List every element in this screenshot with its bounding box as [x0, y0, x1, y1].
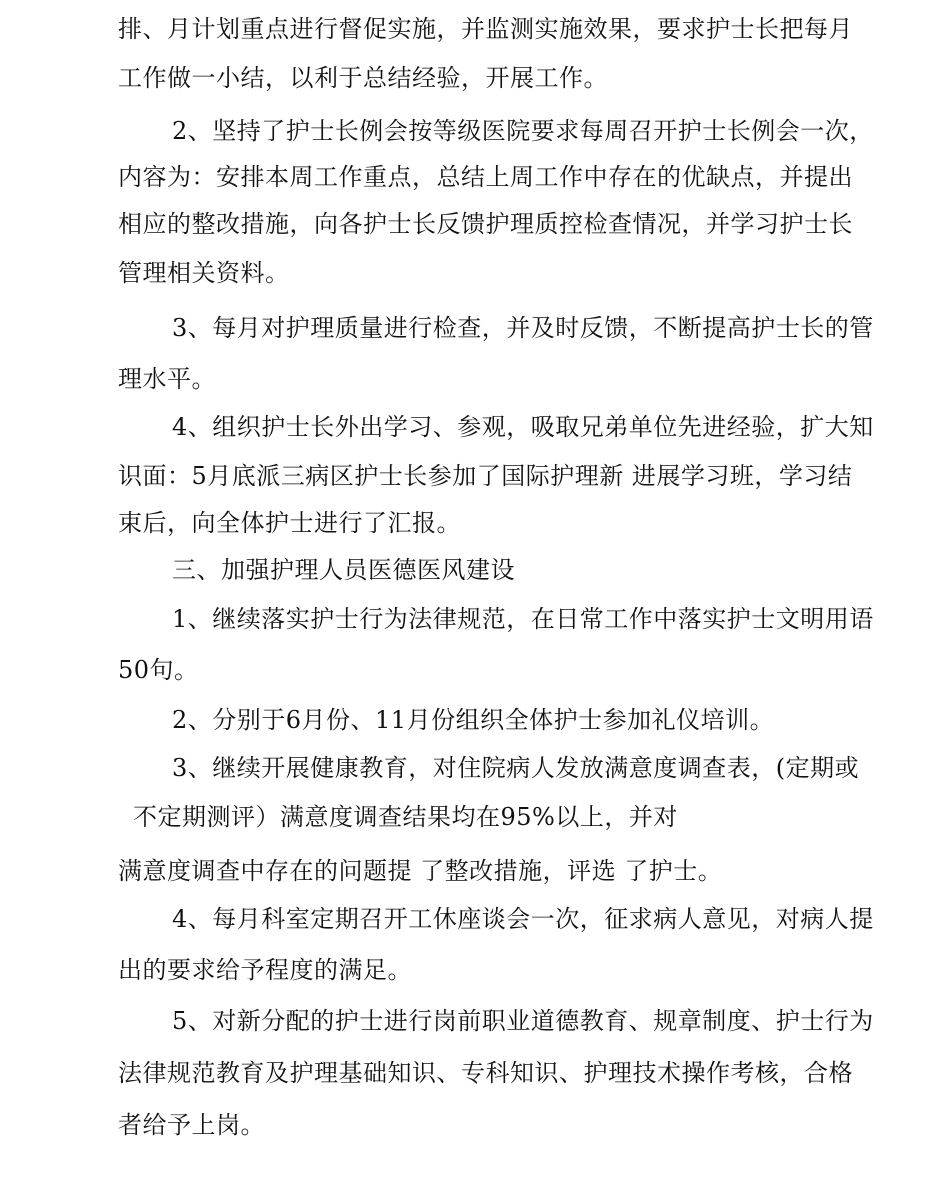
text-line: 理水平。: [118, 365, 216, 393]
text-line: 相应的整改措施，向各护士长反馈护理质控检查情况，并学习护士长: [118, 210, 853, 238]
text-line: 2、坚持了护士长例会按等级医院要求每周召开护士长例会一次，: [172, 117, 874, 145]
text-line: 不定期测评）满意度调查结果均在95%以上，并对: [133, 803, 678, 831]
text-line: 50句。: [118, 656, 199, 684]
text-line: 1、继续落实护士行为法律规范，在日常工作中落实护士文明用语: [172, 605, 874, 633]
text-line: 识面：5月底派三病区护士长参加了国际护理新 进展学习班，学习结: [118, 462, 853, 490]
text-line: 出的要求给予程度的满足。: [118, 956, 412, 984]
text-line: 2、分别于6月份、11月份组织全体护士参加礼仪培训。: [172, 706, 775, 734]
text-line: 4、每月科室定期召开工休座谈会一次，征求病人意见，对病人提: [172, 905, 874, 933]
text-line: 满意度调查中存在的问题提 了整改措施，评选 了护士。: [118, 857, 723, 885]
text-line: 管理相关资料。: [118, 259, 290, 287]
section-heading: 三、加强护理人员医德医风建设: [172, 556, 515, 584]
text-line: 3、每月对护理质量进行检查，并及时反馈，不断提高护士长的管: [172, 314, 874, 342]
text-line: 3、继续开展健康教育，对住院病人发放满意度调查表，(定期或: [172, 754, 860, 782]
text-line: 5、对新分配的护士进行岗前职业道德教育、规章制度、护士行为: [172, 1007, 874, 1035]
text-line: 排、月计划重点进行督促实施，并监测实施效果，要求护士长把每月: [118, 15, 853, 43]
text-line: 者给予上岗。: [118, 1111, 265, 1139]
text-line: 束后，向全体护士进行了汇报。: [118, 509, 461, 537]
text-line: 内容为：安排本周工作重点，总结上周工作中存在的优缺点，并提出: [118, 163, 853, 191]
text-line: 法律规范教育及护理基础知识、专科知识、护理技术操作考核，合格: [118, 1059, 853, 1087]
text-line: 4、组织护士长外出学习、参观，吸取兄弟单位先进经验，扩大知: [172, 413, 874, 441]
text-line: 工作做一小结，以利于总结经验，开展工作。: [118, 64, 608, 92]
